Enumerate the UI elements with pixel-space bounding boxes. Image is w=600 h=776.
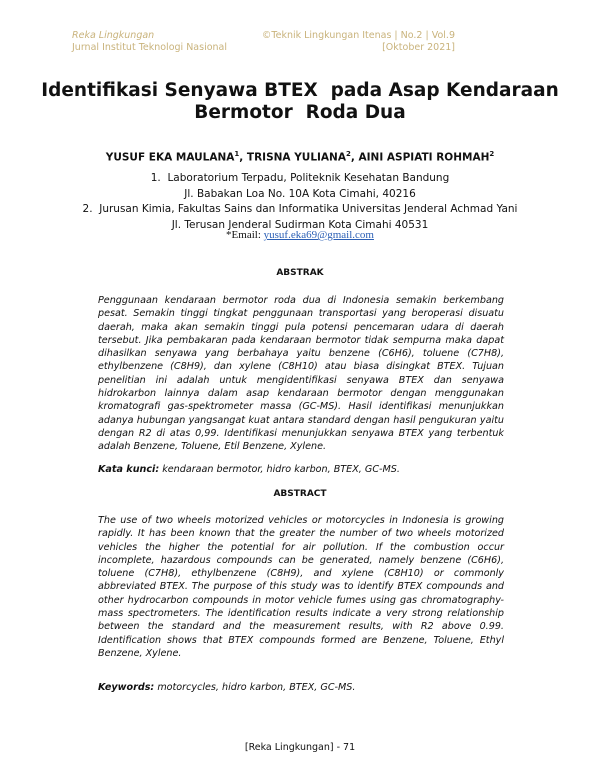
abstract-text: The use of two wheels motorized vehicles or motorcycles in Indonesia is growing rapidly. It has been known that the greater the number of two wheels motorized vehicles the higher the potential for air pollution. If the combustion occur incomplete, hazardous compounds can be generated, namely benzene (C6H6), toluene (C7H8), ethylbenzene (C8H9), and xylene (C8H10) or commonly abbreviated BTEX. The purpose of this study was to identify BTEX compounds and other hydrocarbon compounds in motor vehicle fumes using gas chromatography-mass spectrometers. The identification results indicate a very strong relationship between the standard and the measurement results, with R2 above 0.99. Identification shows that BTEX compounds formed are Benzene, Toluene, Ethyl Benzene, Xylene. (98, 515, 504, 659)
author-name: AINI ASPIATI ROHMAH (358, 151, 490, 164)
title-line-1: Identifikasi Senyawa BTEX pada Asap Kendaraan (41, 80, 559, 101)
keywords-label: Keywords: (98, 682, 155, 693)
author-name: TRISNA YULIANA (246, 151, 346, 164)
running-header-left (72, 30, 227, 54)
email-label: *Email: (226, 229, 264, 241)
institution-name: Jurnal Institut Teknologi Nasional (72, 42, 228, 53)
kata-kunci (98, 464, 504, 475)
journal-name: Reka Lingkungan (72, 30, 155, 41)
email-link[interactable]: yusuf.eka69@gmail.com (263, 229, 374, 241)
abstrak-heading: ABSTRAK (276, 268, 324, 278)
author-affil-mark: 1 (234, 150, 240, 158)
paper-title (40, 80, 560, 124)
author-list (40, 150, 560, 164)
affiliation-line: 2. Jurusan Kimia, Fakultas Sains dan Informatika Universitas Jenderal Achmad Yani (82, 203, 518, 215)
page-footer: [Reka Lingkungan] - 71 (244, 742, 356, 753)
affiliations (60, 171, 540, 233)
author-name: YUSUF EKA MAULANA (105, 151, 235, 164)
corresponding-email (40, 229, 560, 241)
author-affil-mark: 2 (345, 150, 351, 158)
author-separator: , (350, 151, 359, 164)
affiliation-line: Jl. Terusan Jenderal Sudirman Kota Cimahi 40531 (171, 218, 429, 231)
running-header-right (262, 30, 455, 54)
keywords-text: motorcycles, hidro karbon, BTEX, GC-MS. (154, 682, 356, 693)
kata-kunci-label: Kata kunci: (98, 464, 160, 475)
kata-kunci-text: kendaraan bermotor, hidro karbon, BTEX, GC-MS. (159, 464, 400, 475)
issue-date: [Oktober 2021] (382, 42, 455, 53)
title-line-2: Bermotor Roda Dua (194, 102, 406, 123)
copyright-issue: ©Teknik Lingkungan Itenas | No.2 | Vol.9 (261, 30, 455, 41)
abstract-heading: ABSTRACT (273, 489, 327, 499)
abstrak-text: Penggunaan kendaraan bermotor roda dua di Indonesia semakin berkembang pesat. Semakin tinggi tingkat penggunaan transportasi yang beroperasi disuatu daerah, maka akan semakin tinggi pula potensi pencemaran udara di daerah tersebut. Jika pembakaran pada kendaraan bermotor tidak sempurna maka dapat dihasilkan senyawa yang berbahaya yaitu benzene (C6H6), toluene (C7H8), ethylbenzene (C8H9), dan xylene (C8H10) atau biasa disingkat BTEX. Tujuan penelitian ini adalah untuk mengidentifikasi senyawa BTEX dan senyawa hidrokarbon lainnya dalam asap kendaraan bermotor dengan menggunakan kromatografi gas-spektrometer massa (GC-MS). Hasil identifikasi menunjukkan adanya hubungan yangsangat kuat antara standard dengan hasil pengukuran yaitu dengan R2 di atas 0,99. Identifikasi menunjukkan senyawa BTEX yang terbentuk adalah Benzene, Toluene, Etil Benzene, Xylene. (98, 295, 504, 453)
affiliation-line: Jl. Babakan Loa No. 10A Kota Cimahi, 40216 (184, 187, 416, 200)
keywords (98, 682, 504, 693)
affiliation-line: 1. Laboratorium Terpadu, Politeknik Kesehatan Bandung (150, 172, 450, 184)
author-affil-mark: 2 (489, 150, 495, 158)
author-separator: , (239, 151, 247, 164)
